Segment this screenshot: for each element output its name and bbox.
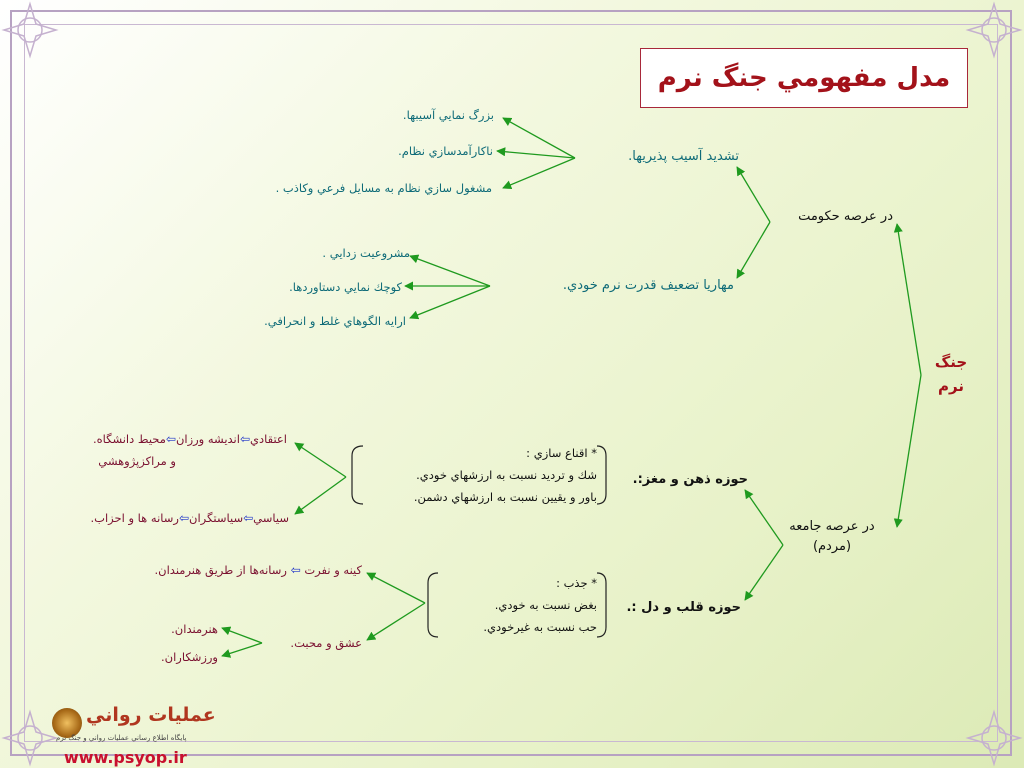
weakening-item: كوچك نمايي دستاوردها. — [289, 280, 402, 294]
site-logo[interactable] — [52, 702, 216, 746]
mind-branch-label: حوزه ذهن و مغز:. — [632, 472, 748, 487]
political-prefix: سياسي — [253, 511, 289, 525]
arrow-left-icon: ⇦ — [165, 432, 176, 446]
society-label-line1: در عرصه جامعه — [789, 519, 875, 534]
weakening-item: مشروعيت زدايي . — [322, 246, 410, 260]
arrow-left-icon: ⇦ — [290, 563, 301, 577]
hate-label: كينه و نفرت — [304, 563, 362, 577]
belief-thinkers: انديشه ورزان — [175, 432, 240, 446]
society-arena-label — [777, 520, 887, 554]
political-media: رسانه ها و احزاب — [94, 511, 179, 525]
political-politicians: سياستگران — [189, 511, 244, 525]
government-arena-label: در عرصه حکومت — [798, 209, 893, 224]
belief-universities: محيط دانشگاه — [96, 432, 166, 446]
belief-prefix: اعتقادي — [250, 432, 287, 446]
hate-chain — [155, 563, 363, 577]
artists-item: هنرمندان. — [171, 622, 218, 636]
belief-chain — [93, 432, 287, 446]
vulnerability-item: ناكارآمدسازي نظام. — [398, 144, 493, 158]
belief-research-centers: و مراكزپژوهشي — [98, 454, 176, 468]
love-label: عشق و محبت. — [290, 636, 362, 650]
heart-bracket-line: بغض نسبت به خودي. — [494, 598, 597, 612]
arrow-left-icon: ⇦ — [239, 432, 251, 446]
political-chain — [90, 511, 289, 525]
heart-bracket-line: * جذب : — [556, 576, 597, 590]
heart-branch-label: حوزه قلب و دل :. — [626, 600, 741, 615]
weakening-branch-label: مهاريا تضعيف قدرت نرم خودي. — [562, 278, 734, 293]
mind-bracket-line: * اقناع سازي : — [526, 446, 597, 460]
logo-tagline: پايگاه اطلاع رساني عمليات رواني و جنگ نرم — [56, 734, 187, 742]
central-node-line1: جنگ — [934, 353, 968, 371]
vulnerability-item: مشغول سازي نظام به مسايل فرعي وكاذب . — [275, 181, 492, 195]
hate-media-artists: رسانه‌ها از طريق هنرمندان — [158, 563, 287, 577]
vulnerability-item: بزرگ نمايي آسيبها. — [402, 108, 494, 122]
slide-title: مدل مفهومي جنگ نرم — [657, 63, 951, 93]
central-node-line2: نرم — [938, 377, 964, 395]
heart-bracket-line: حب نسبت به غيرخودي. — [483, 620, 597, 634]
athletes-item: ورزشكاران. — [160, 650, 218, 664]
society-label-line2: (مردم) — [812, 539, 852, 554]
weakening-item: ارايه الگوهاي غلط و انحرافي. — [264, 314, 406, 328]
belief-end: . — [92, 432, 97, 446]
vulnerability-branch-label: تشديد آسيب پذيريها. — [628, 149, 739, 164]
hate-end: . — [154, 563, 159, 577]
arrow-left-icon: ⇦ — [243, 511, 254, 525]
arrow-left-icon: ⇦ — [178, 511, 190, 525]
logo-name: عمليات رواني — [86, 704, 216, 726]
central-node — [931, 350, 971, 398]
mind-bracket-line: شك و ترديد نسبت به ارزشهاي خودي. — [416, 468, 597, 482]
mind-bracket-line: باور و يقيين نسبت به ارزشهاي دشمن. — [413, 490, 597, 504]
site-url-link[interactable]: www.psyop.ir — [64, 748, 187, 767]
political-end: . — [90, 511, 95, 525]
